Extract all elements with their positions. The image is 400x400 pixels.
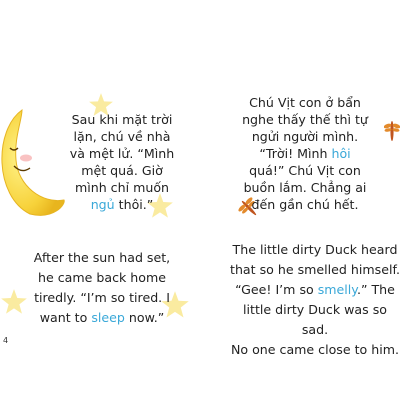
text-line: Sau khi mặt trời: [71, 112, 173, 127]
text-line: mình chỉ muốn: [74, 180, 170, 195]
text-line: No one came close to him.: [230, 342, 400, 357]
text-line: The little dirty Duck heard: [232, 242, 398, 257]
text-line: đến gần chú hết.: [251, 197, 359, 212]
text-line: Chú Vịt con ở bẩn: [249, 95, 361, 110]
text-line: [234, 145, 376, 162]
left-english-text: [12, 248, 192, 328]
highlighted-word: hôi: [331, 146, 351, 161]
text-fragment: now.”: [124, 310, 165, 325]
text-line: lặn, chú về nhà: [73, 129, 171, 144]
text-line: nghe thấy thế thì tự: [242, 112, 368, 127]
dragonfly-icon: [384, 118, 400, 144]
text-line: quá!” Chú Vịt con: [249, 163, 361, 178]
highlighted-word: sleep: [91, 310, 125, 325]
text-fragment: “Gee! I’m so: [235, 282, 318, 297]
text-line: [12, 308, 192, 328]
left-vietnamese-text: [44, 111, 200, 213]
text-line: buồn lắm. Chẳng ai: [243, 180, 367, 195]
highlighted-word: smelly: [317, 282, 357, 297]
highlighted-word: ngủ: [90, 197, 115, 212]
text-line: mệt quá. Giờ: [81, 163, 163, 178]
right-english-text: [230, 240, 400, 360]
right-page: [200, 0, 400, 400]
text-line: little dirty Duck was so sad.: [243, 302, 387, 337]
text-fragment: want to: [39, 310, 92, 325]
text-fragment: “Trời! Mình: [259, 146, 332, 161]
text-line: [230, 280, 400, 300]
page-number: 4: [3, 336, 9, 345]
text-fragment: .” The: [356, 282, 395, 297]
right-vietnamese-text: [234, 94, 376, 213]
text-line: và mệt lử. “Mình: [69, 146, 175, 161]
text-line: After the sun had set,: [33, 250, 171, 265]
text-line: that so he smelled himself.: [230, 262, 400, 277]
text-line: [44, 196, 200, 213]
text-fragment: thôi.”: [114, 197, 154, 212]
text-line: ngửi người mình.: [251, 129, 359, 144]
text-line: he came back home: [37, 270, 167, 285]
text-line: tiredly. “I’m so tired. I: [34, 290, 170, 305]
